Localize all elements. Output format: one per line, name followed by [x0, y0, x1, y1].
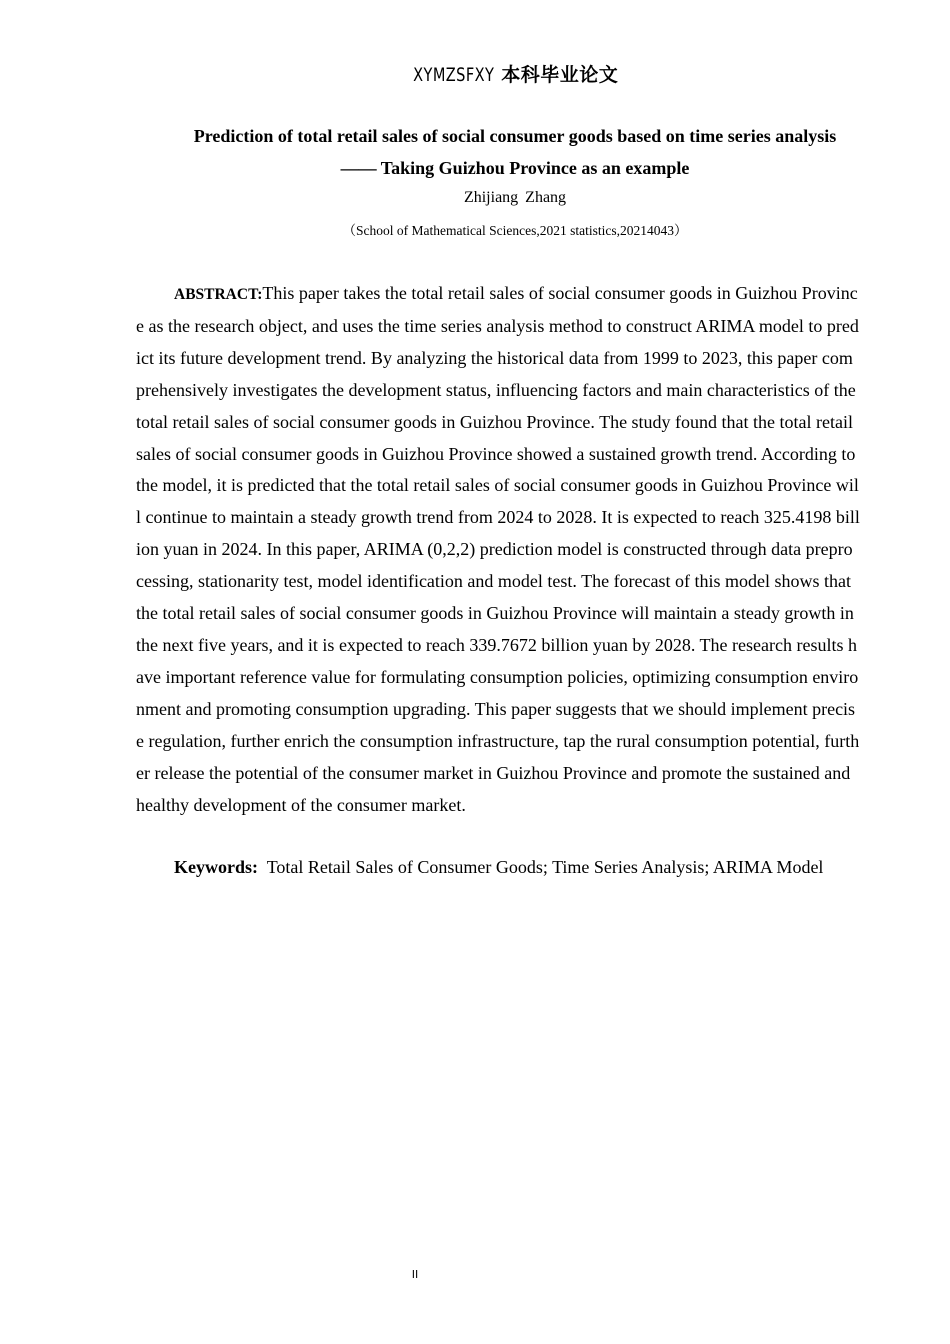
abstract-text: This paper takes the total retail sales of social consumer goods in Guizhou Province as the research object, and uses the time series analysis method to construct ARIMA model to predict its future development trend. By analyzing the historical data from 1999 to 2023, this paper comprehensively investigates the development status, influencing factors and main characteristics of the total retail sales of social consumer goods in Guizhou Province. The study found that the total retail sales of social consumer goods in Guizhou Province showed a sustained growth trend. According to the model, it is predicted that the total retail sales of social consumer goods in Guizhou Province will continue to maintain a steady growth trend from 2024 to 2028. It is expected to reach 325.4198 billion yuan in 2024. In this paper, ARIMA (0,2,2) prediction model is constructed through data preprocessing, stationarity test, model identification and model test. The forecast of this model shows that the total retail sales of social consumer goods in Guizhou Province will maintain a steady growth in the next five years, and it is expected to reach 339.7672 billion yuan by 2028. The research results have important reference value for formulating consumption policies, optimizing consumption environment and promoting consumption upgrading. This paper suggests that we should implement precise regulation, further enrich the consumption infrastructure, tap the rural consumption potential, further release the potential of the consumer market in Guizhou Province and promote the sustained and healthy development of the consumer market.: [136, 283, 860, 815]
page-number: II: [411, 1268, 419, 1281]
keywords-paragraph: [136, 852, 826, 884]
title-line-2: —— Taking Guizhou Province as an example: [340, 158, 690, 178]
page-header: [0, 60, 950, 87]
keywords-label: Keywords:: [174, 857, 258, 877]
keywords-text: Total Retail Sales of Consumer Goods; Time Series Analysis; ARIMA Model: [266, 857, 824, 877]
author-affiliation: （School of Mathematical Sciences,2021 statistics,20214043）: [342, 223, 688, 238]
author-name: Zhijiang Zhang: [463, 189, 567, 206]
paper-title: [135, 120, 895, 184]
abstract-label: ABSTRACT:: [174, 286, 263, 303]
header-label: 本科毕业论文: [501, 64, 619, 86]
abstract-paragraph: [136, 278, 860, 821]
title-line-1: Prediction of total retail sales of social consumer goods based on time series analysis: [193, 126, 837, 146]
header-code: XYMZSFXY: [412, 64, 495, 86]
